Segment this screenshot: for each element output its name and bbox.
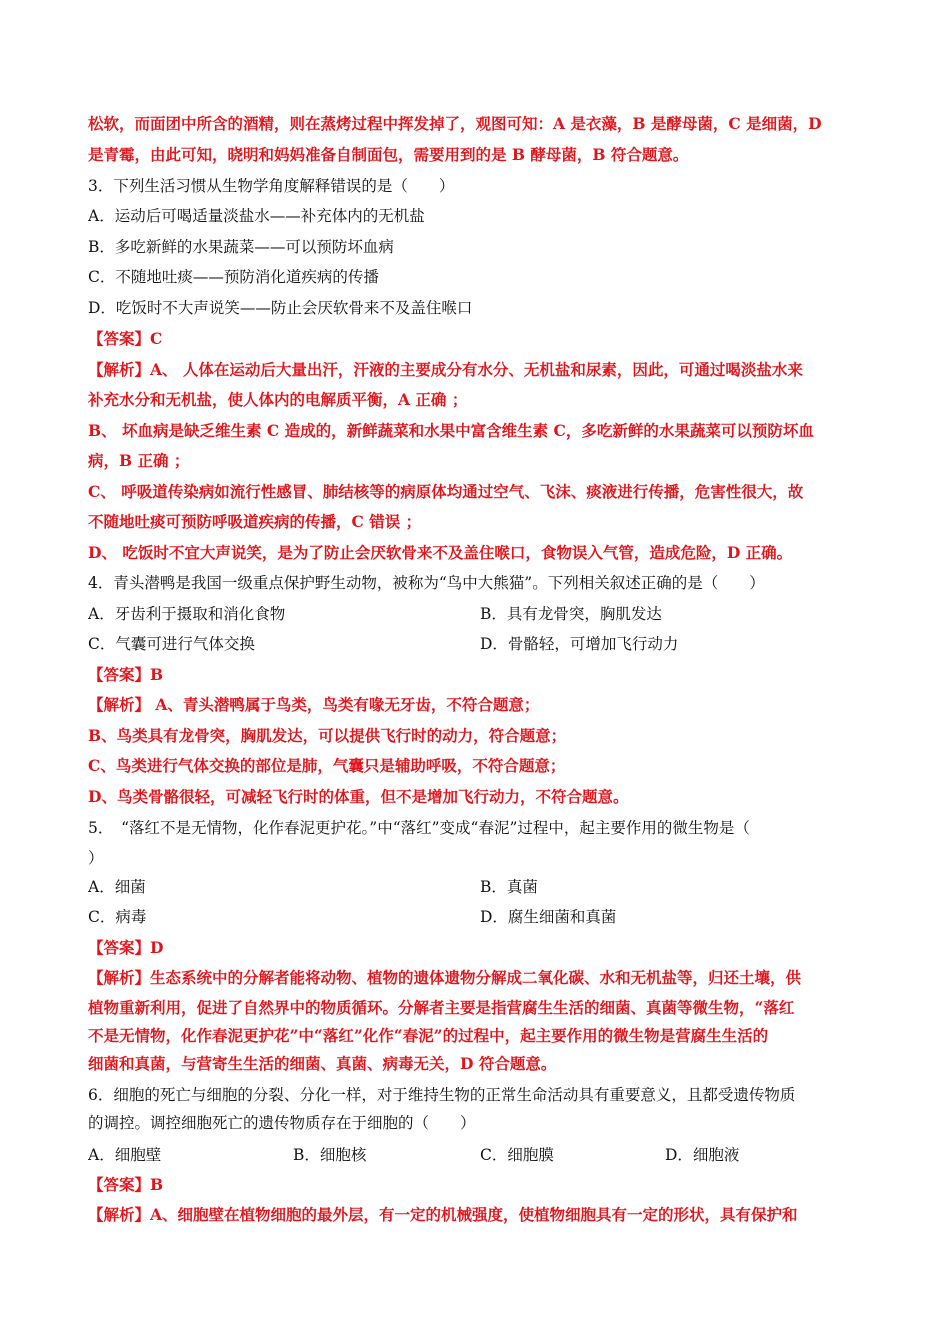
- question-4-option-c: C．气囊可进行气体交换: [88, 635, 255, 653]
- explanation-line: 细菌和真菌，与营寄生生活的细菌、真菌、病毒无关，D 符合题意。: [88, 1054, 557, 1073]
- explanation-line: 病，B 正确 ；: [88, 451, 190, 470]
- question-5-option-c: C．病毒: [88, 908, 147, 926]
- question-3-option-d: D．吃饭时不大声说笑——防止会厌软骨来不及盖住喉口: [88, 299, 473, 317]
- question-3-explanation: 【解析】A、 人体在运动后大量出汗，汗液的主要成分有水分、无机盐和尿素，因此，可通过喝淡盐水来: [88, 360, 803, 379]
- question-6-option-d: D．细胞液: [665, 1146, 740, 1164]
- question-4-option-b: B．具有龙骨突，胸肌发达: [480, 605, 662, 623]
- question-3-option-a: A．运动后可喝适量淡盐水——补充体内的无机盐: [88, 207, 425, 225]
- question-5-option-b: B．真菌: [480, 878, 538, 896]
- question-3-answer: 【答案】C: [88, 329, 163, 348]
- question-5-option-d: D．腐生细菌和真菌: [480, 908, 617, 926]
- explanation-line: B、 坏血病是缺乏维生素 C 造成的，新鲜蔬菜和水果中富含维生素 C，多吃新鲜的水果蔬菜可以预防坏血: [88, 421, 814, 440]
- explanation-line: 松软，而面团中所含的酒精，则在蒸烤过程中挥发掉了，观图可知：A 是衣藻，B 是酵母菌，C 是细菌，D: [88, 114, 822, 133]
- question-3-option-c: C．不随地吐痰——预防消化道疾病的传播: [88, 268, 379, 286]
- question-4-stem: 4．青头潜鸭是我国一级重点保护野生动物，被称为“鸟中大熊猫”。下列相关叙述正确的是（ ）: [88, 574, 765, 592]
- question-6-stem-cont: 的调控。调控细胞死亡的遗传物质存在于细胞的（ ）: [88, 1114, 476, 1132]
- question-5-explanation: 【解析】生态系统中的分解者能将动物、植物的遗体遗物分解成二氧化碳、水和无机盐等，归还土壤，供: [88, 968, 802, 987]
- question-6-option-b: B．细胞核: [293, 1146, 367, 1164]
- explanation-line: D、 吃饭时不宜大声说笑，是为了防止会厌软骨来不及盖住喉口，食物误入气管，造成危险，D 正确。: [88, 543, 793, 562]
- explanation-line: 是青霉，由此可知，晓明和妈妈准备自制面包，需要用到的是 B 酵母菌，B 符合题意。: [88, 145, 689, 164]
- question-4-option-d: D．骨骼轻，可增加飞行动力: [480, 635, 679, 653]
- explanation-line: C、 呼吸道传染病如流行性感冒、肺结核等的病原体均通过空气、飞沫、痰液进行传播，危害性很大，故: [88, 482, 804, 501]
- question-6-explanation: 【解析】A、细胞壁在植物细胞的最外层，有一定的机械强度，使植物细胞具有一定的形状，具有保护和: [88, 1205, 798, 1224]
- explanation-line: 不是无情物，化作春泥更护花”中“落红”化作“春泥”的过程中，起主要作用的微生物是营腐生生活的: [88, 1026, 769, 1045]
- question-4-explanation: 【解析】 A、青头潜鸭属于鸟类，鸟类有喙无牙齿，不符合题意；: [88, 695, 540, 714]
- question-6-answer: 【答案】B: [88, 1175, 164, 1194]
- question-3-option-b: B．多吃新鲜的水果蔬菜——可以预防坏血病: [88, 238, 394, 256]
- explanation-line: 不随地吐痰可预防呼吸道疾病的传播，C 错误 ；: [88, 512, 422, 531]
- explanation-line: D、鸟类骨骼很轻，可减轻飞行时的体重，但不是增加飞行动力，不符合题意。: [88, 787, 629, 806]
- question-4-answer: 【答案】B: [88, 665, 164, 684]
- explanation-line: 补充水分和无机盐，使人体内的电解质平衡，A 正确 ；: [88, 390, 468, 409]
- explanation-line: C、鸟类进行气体交换的部位是肺，气囊只是辅助呼吸，不符合题意；: [88, 756, 566, 775]
- explanation-line: B、鸟类具有龙骨突，胸肌发达，可以提供飞行时的动力，符合题意；: [88, 726, 567, 745]
- question-5-stem-cont: ）: [88, 849, 104, 867]
- question-6-stem: 6．细胞的死亡与细胞的分裂、分化一样，对于维持生物的正常生命活动具有重要意义，且都受遗传物质: [88, 1086, 796, 1104]
- question-5-answer: 【答案】D: [88, 938, 164, 957]
- question-3-stem: 3．下列生活习惯从生物学角度解释错误的是（ ）: [88, 177, 455, 195]
- question-6-option-c: C．细胞膜: [480, 1146, 554, 1164]
- question-4-option-a: A．牙齿利于摄取和消化食物: [88, 605, 286, 623]
- question-5-option-a: A．细菌: [88, 878, 146, 896]
- question-6-option-a: A．细胞壁: [88, 1146, 162, 1164]
- explanation-line: 植物重新利用，促进了自然界中的物质循环。分解者主要是指营腐生生活的细菌、真菌等微生物，“落红: [88, 998, 795, 1017]
- question-5-stem: 5． “落红不是无情物，化作春泥更护花。”中“落红”变成“春泥”过程中，起主要作用的微生物是（: [88, 819, 750, 837]
